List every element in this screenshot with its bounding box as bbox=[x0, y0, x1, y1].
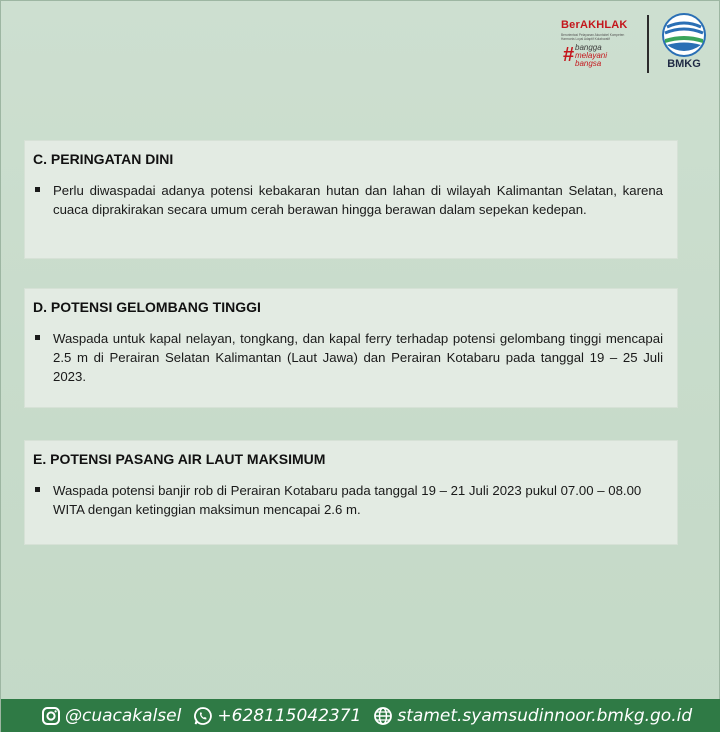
section-title: C. PERINGATAN DINI bbox=[33, 151, 174, 167]
website-url: stamet.syamsudinnoor.bmkg.go.id bbox=[397, 706, 693, 726]
berakhlak-title: BerAKHLAK bbox=[561, 19, 628, 31]
tagline-word: bangga bbox=[575, 43, 602, 52]
section-peringatan-dini bbox=[25, 141, 677, 258]
berakhlak-logo bbox=[561, 11, 637, 73]
berakhlak-subtitle: Berorientasi Pelayanan Akuntabel Kompeten Harmonis Loyal Adaptif Kolaboratif bbox=[561, 33, 625, 41]
footer-bar bbox=[1, 699, 720, 732]
globe-icon bbox=[373, 706, 393, 726]
tagline-word: bangsa bbox=[575, 59, 602, 68]
section-potensi-gelombang-tinggi bbox=[25, 289, 677, 407]
instagram-handle: @cuacakalsel bbox=[65, 706, 182, 726]
bullet-icon bbox=[33, 181, 53, 219]
bullet-text: Waspada potensi banjir rob di Perairan Kotabaru pada tanggal 19 – 21 Juli 2023 pukul 07.00 – 08.00 WITA dengan ketinggian maksimun mencapai 2.6 m. bbox=[53, 483, 642, 517]
bmkg-logo bbox=[659, 11, 709, 73]
instagram-icon bbox=[41, 706, 61, 726]
logo-divider bbox=[647, 15, 649, 73]
bullet-text: Waspada untuk kapal nelayan, tongkang, dan kapal ferry terhadap potensi gelombang tinggi mencapai 2.5 m di Perairan Selatan Kalimantan (Laut Jawa) dan Perairan Kotabaru pada tanggal 19 – 25 Juli 2023. bbox=[53, 331, 663, 384]
whatsapp-number: +628115042371 bbox=[217, 706, 362, 726]
bmkg-label: BMKG bbox=[667, 58, 701, 70]
bullet-item bbox=[25, 315, 677, 386]
bullet-icon bbox=[33, 329, 53, 386]
hashtag-icon: # bbox=[563, 44, 575, 66]
instagram-link[interactable] bbox=[41, 706, 181, 726]
bmkg-emblem-icon bbox=[661, 13, 707, 57]
bullet-item bbox=[25, 467, 677, 519]
whatsapp-icon bbox=[193, 706, 213, 726]
berakhlak-tagline bbox=[575, 44, 607, 68]
section-title: E. POTENSI PASANG AIR LAUT MAKSIMUM bbox=[33, 451, 326, 467]
bullet-icon bbox=[33, 481, 53, 519]
section-title: D. POTENSI GELOMBANG TINGGI bbox=[33, 299, 261, 315]
section-potensi-pasang-air-laut bbox=[25, 441, 677, 544]
tagline-word: melayani bbox=[575, 51, 608, 60]
whatsapp-link[interactable] bbox=[193, 706, 361, 726]
website-link[interactable] bbox=[373, 706, 692, 726]
header-logos bbox=[561, 11, 709, 77]
bullet-item bbox=[25, 167, 677, 219]
bullet-text: Perlu diwaspadai adanya potensi kebakaran hutan dan lahan di wilayah Kalimantan Selatan, karena cuaca diprakirakan secara umum cerah berawan hingga berawan dalam sepekan kedepan. bbox=[53, 183, 663, 217]
